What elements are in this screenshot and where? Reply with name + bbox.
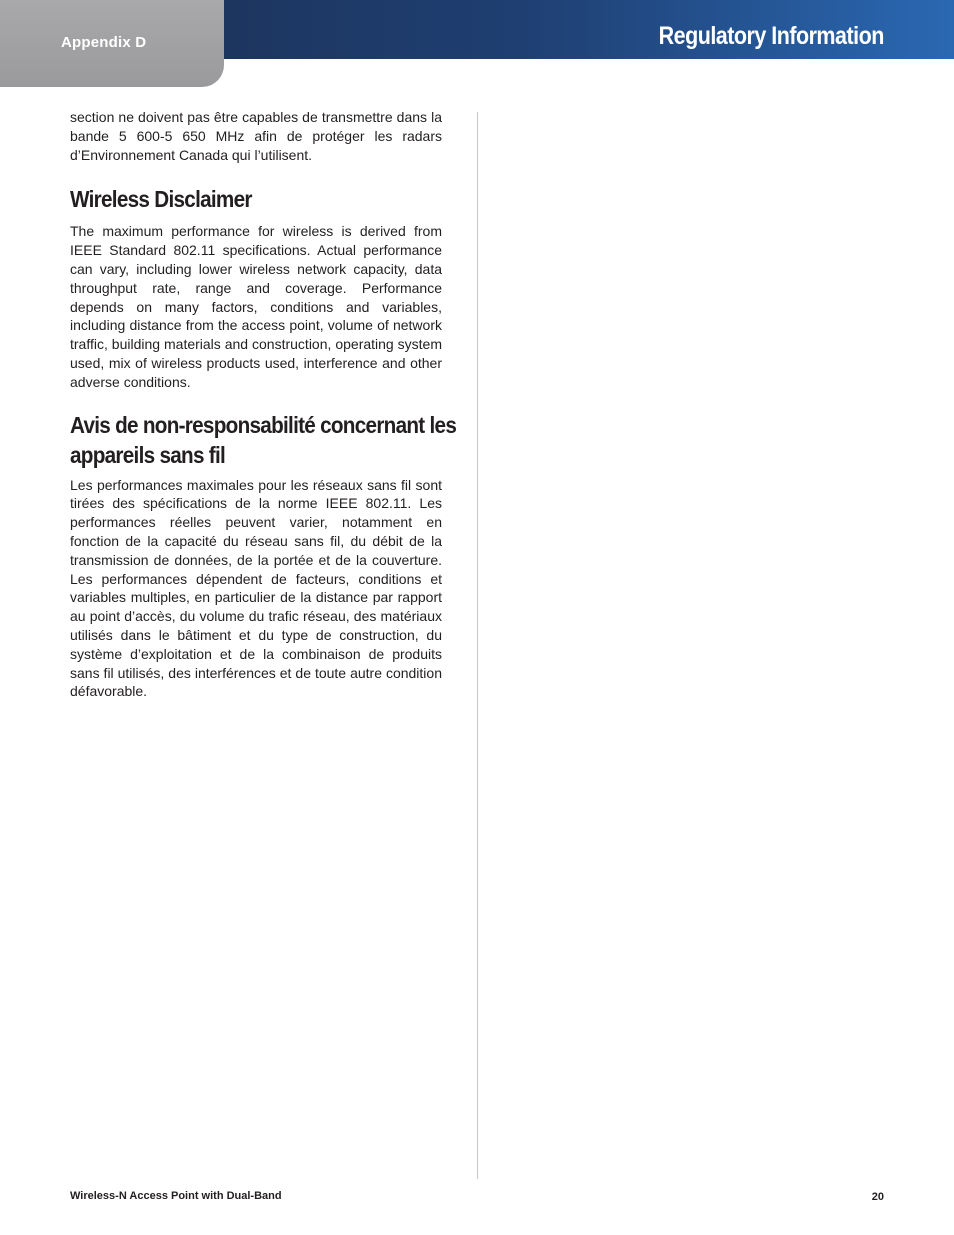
avis-heading xyxy=(70,410,457,470)
footer-page-number: 20 xyxy=(871,1191,884,1203)
appendix-label: Appendix D xyxy=(61,34,147,51)
wireless-disclaimer-heading: Wireless Disclaimer xyxy=(70,186,252,213)
footer-product-name: Wireless-N Access Point with Dual-Band xyxy=(70,1190,282,1202)
column-divider xyxy=(477,112,478,1179)
avis-heading-line2: appareils sans fil xyxy=(70,441,226,468)
wireless-disclaimer-body: The maximum performance for wireless is derived from IEEE Standard 802.11 specifications. Actual performance can vary, including lower wireless network capacity, data throughput rate, range and coverage. Performance depends on many factors, conditions and variables, including distance from the access point, volume of network traffic, building materials and construction, operating system used, mix of wireless products used, interference and other adverse conditions. xyxy=(70,223,442,390)
left-column xyxy=(70,108,457,701)
avis-body: Les performances maximales pour les réseaux sans fil sont tirées des spécifications de la norme IEEE 802.11. Les performances réelles peuvent varier, notamment en fonction de la capacité du réseau sans fil, du débit de la transmission de données, de la portée et de la couverture. Les performances dépendent de facteurs, conditions et variables multiples, en particulier de la distance par rapport au point d’accès, du volume du trafic réseau, des matériaux utilisés dans le bâtiment et du type de construction, du système d’exploitation et de la combinaison de produits sans fil utilisés, des interférences et de toute autre condition défavorable. xyxy=(70,476,442,700)
section-title: Regulatory Information xyxy=(658,22,884,50)
avis-heading-line1: Avis de non-responsabilité concernant les xyxy=(70,411,457,438)
intro-paragraph: section ne doivent pas être capables de transmettre dans la bande 5 600-5 650 MHz afin de protéger les radars d’Environnement Canada qui l’utilisent. xyxy=(70,109,442,163)
appendix-tab xyxy=(0,0,224,87)
